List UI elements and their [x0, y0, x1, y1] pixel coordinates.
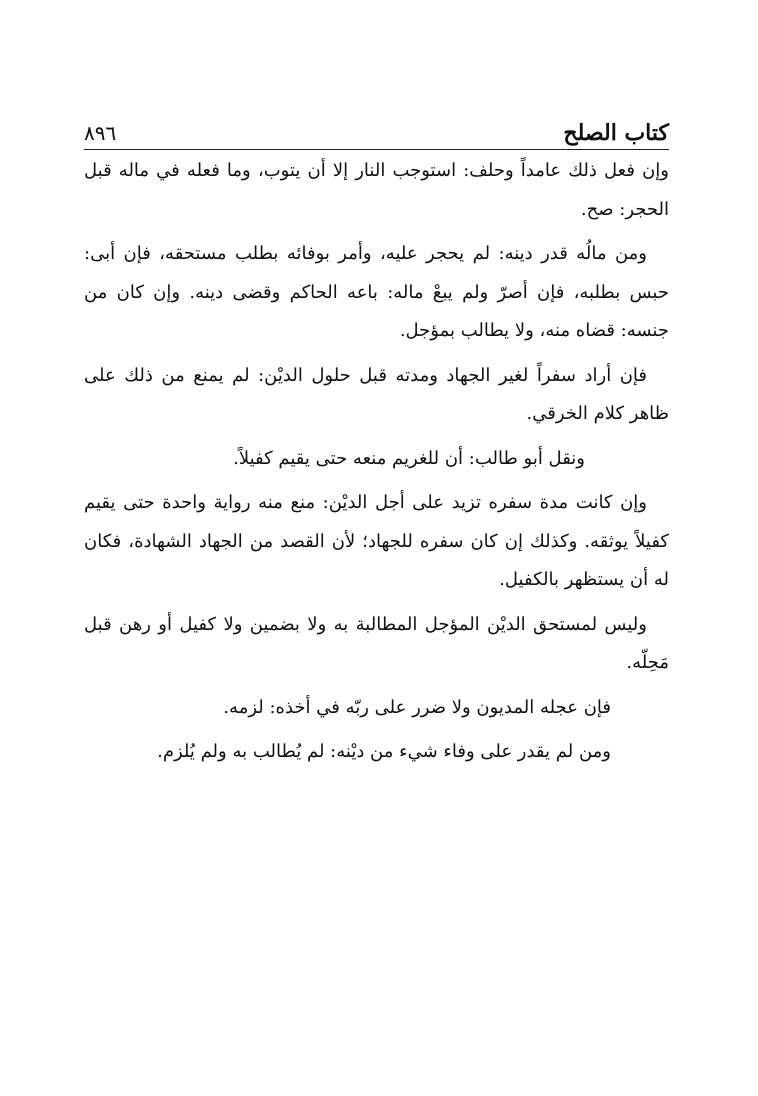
paragraph-3: فإن أراد سفراً لغير الجهاد ومدته قبل حلول الديْن: لم يمنع من ذلك على ظاهر كلام الخرقي. — [84, 364, 669, 424]
paragraph-7: فإن عجله المديون ولا ضرر على ربّه في أخذه: لزمه. — [223, 696, 611, 718]
paragraph-5: وإن كانت مدة سفره تزيد على أجل الديْن: منع منه رواية واحدة حتى يقيم كفيلاً يوثقه. وكذلك إن كان سفره للجهاد؛ لأن القصد من الجهاد الشهادة، فكان له أن يستظهر بالكفيل. — [84, 492, 669, 590]
paragraph-6: وليس لمستحق الديْن المؤجل المطالبة به ولا بضمين ولا كفيل أو رهن قبل مَحِلّه. — [84, 613, 669, 673]
page-header — [84, 112, 669, 148]
paragraph-1: وإن فعل ذلك عامداً وحلف: استوجب النار إلا أن يتوب، وما فعله في ماله قبل الحجر: صح. — [84, 160, 669, 220]
page-number: ٨٩٦ — [84, 121, 117, 145]
header-rule — [84, 149, 669, 150]
paragraph-2: ومن مالُه قدر دينه: لم يحجر عليه، وأمر بوفائه بطلب مستحقه، فإن أبى: حبس بطلبه، فإن أصرّ ولم يبعْ ماله: باعه الحاكم وقضى دينه. وإن كان من جنسه: قضاه منه، ولا يطالب بمؤجل. — [84, 243, 669, 341]
paragraph-4: ونقل أبو طالب: أن للغريم منعه حتى يقيم كفيلاً. — [233, 447, 585, 469]
body-text — [84, 152, 669, 778]
chapter-title: كتاب الصلح — [563, 120, 669, 146]
paragraph-8: ومن لم يقدر على وفاء شيء من ديْنه: لم يُطالب به ولم يُلزم. — [157, 741, 611, 762]
